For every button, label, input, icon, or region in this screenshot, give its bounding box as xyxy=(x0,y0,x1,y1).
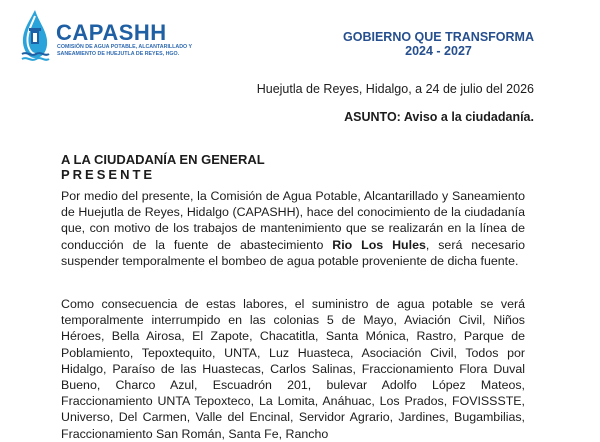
slogan-line-2: 2024 - 2027 xyxy=(405,44,472,58)
paragraph-1-source-name: Rio Los Hules xyxy=(332,237,426,252)
subject-line: ASUNTO: Aviso a la ciudadanía. xyxy=(344,110,534,124)
government-slogan xyxy=(343,30,534,58)
water-drop-logo-icon xyxy=(18,8,50,64)
brand-name: CAPASHH xyxy=(56,20,167,45)
paragraph-1-text-a: Por medio del presente, la Comisión de Agua Potable, Alcantarillado y Saneamiento de Huejutla de Reyes, Hidalgo (CAPASHH), hace del conocimiento de la ciudadanía que, con motivo de los trabajos de mantenimiento que se realizarán en la línea de conducción de la fuente de abastecimiento xyxy=(61,189,525,252)
paragraph-1-text-b: , será necesario suspender temporalmente el bombeo de agua potable proveniente de dicha fuente. xyxy=(61,237,525,268)
addressee-line-2: PRESENTE xyxy=(61,167,156,182)
brand-description: COMISIÓN DE AGUA POTABLE, ALCANTARILLADO Y SANEAMIENTO DE HUEJUTLA DE REYES, HGO. xyxy=(57,44,192,57)
slogan-line-1: GOBIERNO QUE TRANSFORMA xyxy=(343,30,534,44)
paragraph-1 xyxy=(61,188,525,269)
addressee-line-1: A LA CIUDADANÍA EN GENERAL xyxy=(61,152,265,167)
paragraph-2: Como consecuencia de estas labores, el suministro de agua potable se verá temporalmente interrumpido en las colonias 5 de Mayo, Aviación Civil, Niños Héroes, Bella Airosa, El Zapote, Chacatitla, Santa Mónica, Rastro, Parque de Poblamiento, Tepoxtequito, UNTA, Luz Huasteca, Asociación Civil, Todos por Hidalgo, Paraíso de las Huastecas, Carlos Salinas, Fraccionamiento Flora Duval Bueno, Charco Azul, Escuadrón 201, bulevar Adolfo López Mateos, Fraccionamiento UNTA Tepoxteco, La Lomita, Anáhuac, Los Prados, FOVISSSTE, Universo, Del Carmen, Valle del Encinal, Servidor Agrario, Jardines, Bugambilias, Fraccionamiento San Román, Santa Fe, Rancho xyxy=(61,297,525,441)
place-date: Huejutla de Reyes, Hidalgo, a 24 de julio del 2026 xyxy=(256,82,534,96)
addressee xyxy=(61,152,265,182)
